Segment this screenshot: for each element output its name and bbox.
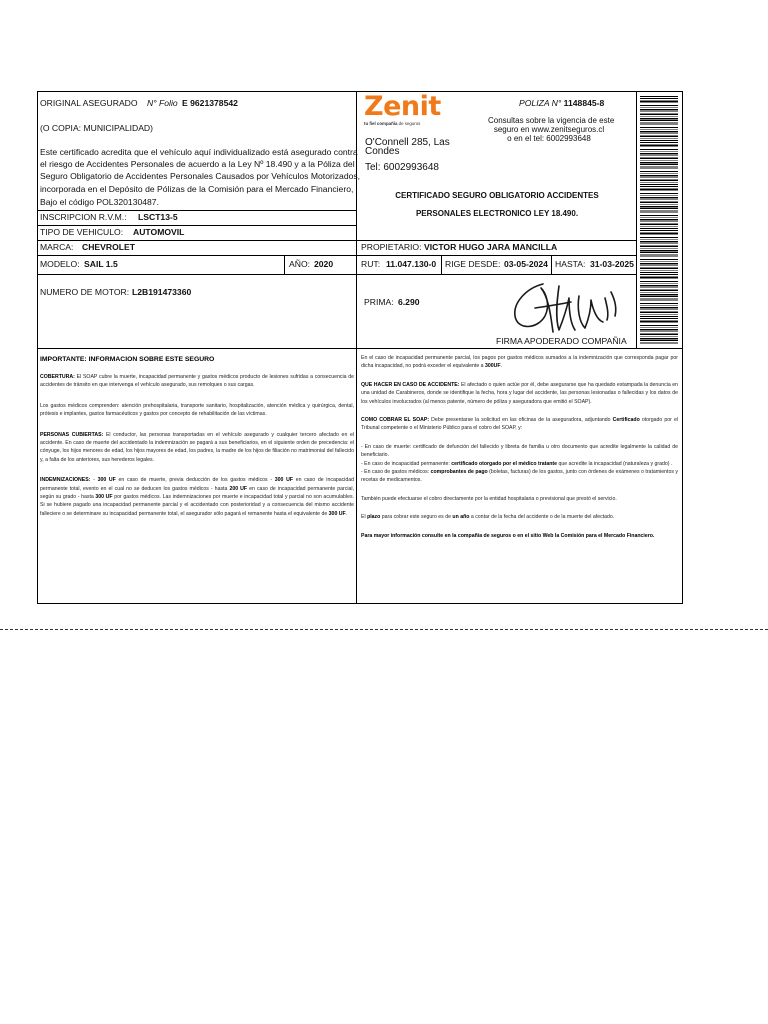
mas-info-text: Para mayor información consulte en la compañía de seguros o en el sitio Web la Comisión para el Mercado Financiero. xyxy=(361,532,655,539)
right-p1-bold: 300UF xyxy=(485,363,501,370)
como-bold: Certificado xyxy=(612,417,640,424)
que-text: El afectado o quien actúe por él, debe asegurarse que ha quedado estampada la denuncia en una unidad de Carabineros, donde se identifique la fecha, hora y lugar del accidente, las personas lesionadas o fallecidas y los datos de los vehículos involucrados (al menos patente, número de póliza y aseguradora que emitió el SOAP). xyxy=(361,381,678,405)
propietario-value: VICTOR HUGO JARA MANCILLA xyxy=(424,242,558,252)
row-line-tipo xyxy=(37,225,357,226)
marca-label: MARCA: xyxy=(40,242,74,252)
vertical-barcode xyxy=(640,96,678,344)
rut-value: 11.047.130-0 xyxy=(386,259,437,269)
prima-label: PRIMA: xyxy=(364,297,394,307)
hasta-value: 31-03-2025 xyxy=(590,259,634,269)
outer-bottom-border xyxy=(37,603,683,604)
indem-t3: en caso de incapacidad permanente total, evento en el cual no se deducen los gastos médicos - hasta xyxy=(40,477,354,492)
outer-top-border xyxy=(37,91,683,92)
intro-line-5: Bajo el código POL320130487. xyxy=(40,197,159,207)
indem-b5: 300 UF xyxy=(328,510,346,517)
copy-label: (O COPIA: MUNICIPALIDAD) xyxy=(40,123,154,133)
row-line-inscripcion xyxy=(37,210,357,211)
original-label: ORIGINAL ASEGURADO xyxy=(40,98,138,108)
como-text: Debe presentarse la solicitud en las oficinas de la aseguradora, adjuntando xyxy=(429,417,613,424)
motor-label: NUMERO DE MOTOR: xyxy=(40,287,130,297)
rige-value: 03-05-2024 xyxy=(504,259,548,269)
personas-paragraph xyxy=(40,431,354,465)
rut-rige-divider xyxy=(441,255,442,274)
indem-t2: en caso de muerte, previa deducción de los gastos médicos - xyxy=(115,477,275,484)
plazo-t3: a contar de la fecha del accidente o de la muerte del afectado. xyxy=(469,514,615,521)
personas-text: El conductor, las personas transportadas en el vehículo asegurado y cualquier tercero afectado en el accidente. En caso de muerte del accidentado la indemnización se pagará a sus beneficiarios, en el siguiente orden de precedencia: el cónyuge, los hijos menores de edad, los hijos mayores de edad, los padres, la madre de los hijos de filiación no matrimonial del fallecido y, a falta de los anteriores, sus herederos legales. xyxy=(40,431,354,463)
certificate-title-line-1: CERTIFICADO SEGURO OBLIGATORIO ACCIDENTES xyxy=(395,191,599,200)
zenit-logo-tagline-bold: tu fiel compañía xyxy=(364,121,398,126)
cobertura-text: El SOAP cubre la muerte, incapacidad permanente y gastos médicos producto de lesiones sufridas a consecuencia de accidentes de tránsito en que intervenga el vehículo asegurado, sus remolques o sus cargas. xyxy=(40,374,354,389)
motor-value: L2B191473360 xyxy=(132,287,192,297)
intro-line-4: incorporada en el Depósito de Pólizas de la Comisión para el Mercado Financiero, xyxy=(40,184,354,194)
indem-head: INDEMNIZACIONES: xyxy=(40,477,91,484)
cobertura-paragraph xyxy=(40,373,354,390)
zenit-logo-tagline-rest: de seguros xyxy=(397,121,421,126)
signature xyxy=(505,278,625,338)
company-address-line-1: O'Connell 285, Las xyxy=(365,137,450,148)
tipo-value: AUTOMOVIL xyxy=(133,227,185,237)
row-line-marca xyxy=(37,240,637,241)
incap-bold: certificado otorgado por el médico tratante xyxy=(451,460,558,467)
company-phone: Tel: 6002993648 xyxy=(365,162,439,173)
hasta-label: HASTA: xyxy=(555,259,586,269)
incap-text: - En caso de incapacidad permanente: xyxy=(361,460,452,467)
consult-line-3: o en el tel: 6002993648 xyxy=(507,134,591,143)
consult-line-1: Consultas sobre la vigencia de este xyxy=(488,116,615,125)
gm-text2: (boletas, facturas) de los gastos, junto con órdenes de exámenes o tratamientos y recetas de medicamentos. xyxy=(361,469,678,484)
intro-line-2: el riesgo de Accidentes Personales de acuerdo a la Ley Nº 18.490 y a la Póliza del xyxy=(40,159,355,169)
rige-hasta-divider xyxy=(551,255,552,274)
row-line-motor xyxy=(37,274,637,275)
tambien-paragraph xyxy=(361,495,678,503)
barcode-divider xyxy=(636,91,637,348)
plazo-b2: un año xyxy=(452,514,470,521)
modelo-label: MODELO: xyxy=(40,259,80,269)
anio-value: 2020 xyxy=(314,259,334,269)
consult-line-2: seguro en www.zenitseguros.cl xyxy=(493,125,605,134)
indem-b2: 300 UF xyxy=(274,477,294,484)
right-p1-end: . xyxy=(500,363,503,370)
gastos-medicos-paragraph xyxy=(361,468,678,485)
inscripcion-value: LSCT13-5 xyxy=(138,212,178,222)
gastos-paragraph xyxy=(40,402,354,419)
indem-t1: - xyxy=(90,477,98,484)
tipo-label: TIPO DE VEHICULO: xyxy=(40,227,124,237)
plazo-t2: para cobrar este seguro es de xyxy=(380,514,453,521)
indem-t5: por gastos médicos. Las indemnizaciones por muerte e incapacidad total y parcial no son acumulables. Si se hubiere pagado una incapacidad permanente parcial y el accidentado con posterioridad y a consecuencia del mismo accidente falleciere o se determinare su incapacidad permanente total, el asegurador sólo pagará el remanente hasta el equivalente de xyxy=(40,494,354,517)
cobertura-head: COBERTURA: xyxy=(40,374,75,380)
marca-value: CHEVROLET xyxy=(82,242,135,252)
zenit-logo-wordmark: Zenit xyxy=(364,91,441,122)
policy-number xyxy=(519,98,604,109)
company-address-line-2: Condes xyxy=(365,146,400,157)
info-right-column xyxy=(361,354,678,545)
policy-value: 1148845-8 xyxy=(563,98,605,108)
incap-text2: que acredite la incapacidad (naturaleza y grado) . xyxy=(557,460,673,467)
indem-b4: 300 UF xyxy=(95,494,113,501)
plazo-paragraph xyxy=(361,513,678,521)
gm-text: - En caso de gastos médicos: xyxy=(361,469,431,476)
que-hacer-paragraph xyxy=(361,381,678,406)
tambien-text: También puede efectuarse el cobro directamente por la entidad hospitalaria o previsional que prestó el servicio. xyxy=(361,495,617,502)
muerte-text: - En caso de muerte: certificado de defunción del fallecido y libreta de familia u otro documento que acredite legalmente la calidad de beneficiario. xyxy=(361,443,678,459)
personas-head: PERSONAS CUBIERTAS: xyxy=(40,431,104,438)
rut-label: RUT: xyxy=(361,259,381,269)
info-title xyxy=(40,355,354,364)
muerte-paragraph xyxy=(361,443,678,460)
zenit-logo xyxy=(364,92,441,127)
inscripcion-label: INSCRIPCION R.V.M.: xyxy=(40,212,127,222)
right-paragraph-1 xyxy=(361,354,678,371)
row-line-modelo xyxy=(37,255,637,256)
firma-label: FIRMA APODERADO COMPAÑIA xyxy=(496,336,627,346)
cut-line xyxy=(0,629,768,630)
folio-label: N° Folio xyxy=(147,98,178,108)
policy-label: POLIZA N° xyxy=(519,98,562,108)
anio-label: AÑO: xyxy=(289,259,311,269)
como-head: COMO COBRAR EL SOAP: xyxy=(361,417,430,424)
prima-value: 6.290 xyxy=(398,297,420,307)
que-head: QUE HACER EN CASO DE ACCIDENTE: xyxy=(361,381,460,388)
intro-line-3: Seguro Obligatorio de Accidentes Personales Causados por Vehículos Motorizados, xyxy=(40,171,361,181)
right-p1-text: En el caso de incapacidad permanente parcial, los pagos por gastos médicos sumados a la indemnización que corresponda pagar por dicha incapacidad, no podrá exceder el equivalente a xyxy=(361,355,678,370)
rige-label: RIGE DESDE: xyxy=(445,259,501,269)
como-text2: otorgado por el Tribunal competente o el Ministerio Público para el cobro del SOAP, y: xyxy=(361,417,678,432)
modelo-anio-divider xyxy=(284,255,285,274)
certificate-title-line-2: PERSONALES ELECTRONICO LEY 18.490. xyxy=(415,209,579,218)
indemnizaciones-paragraph xyxy=(40,476,354,518)
intro-line-1: Este certificado acredita que el vehículo aquí individualizado está asegurado contra xyxy=(40,147,358,157)
indem-t4: en caso de incapacidad permanente parcial, según su grado - hasta xyxy=(40,485,355,501)
gm-bold: comprobantes de pago xyxy=(430,469,488,476)
plazo-b1: plazo xyxy=(367,514,381,521)
propietario-label: PROPIETARIO: xyxy=(361,242,422,252)
modelo-value: SAIL 1.5 xyxy=(84,259,118,269)
como-cobrar-paragraph xyxy=(361,416,678,433)
info-left-column xyxy=(40,355,354,523)
mas-info-paragraph xyxy=(361,532,678,540)
indem-b3: 200 UF xyxy=(229,485,248,492)
indem-b1: 300 UF xyxy=(97,477,116,484)
gastos-text: Los gastos médicos comprenden: atención prehospitalaria, transporte sanitario, hospitalización, atención médica y quirúrgica, dental, prótesis e implantes, gastos farmacéuticos y gastos por concepto de rehabilitación de las víctimas. xyxy=(40,402,354,418)
indem-t6: . xyxy=(345,510,348,517)
incapacidad-paragraph xyxy=(361,460,678,468)
plazo-t1: El xyxy=(361,514,368,521)
info-title-text: IMPORTANTE: INFORMACION SOBRE ESTE SEGURO xyxy=(40,356,215,363)
folio-value: E 9621378542 xyxy=(182,98,238,108)
info-section-divider xyxy=(37,348,683,349)
